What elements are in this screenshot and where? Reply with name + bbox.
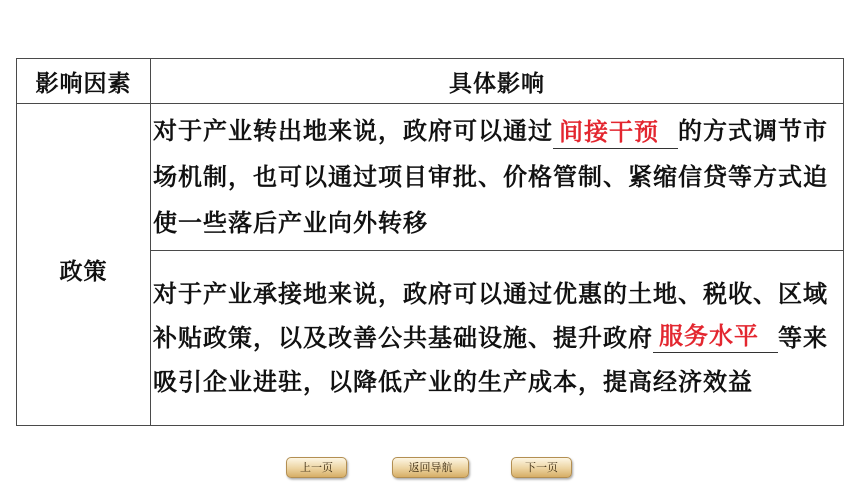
fill-in-blank	[653, 316, 778, 353]
impact-cell-outflow-region	[151, 104, 844, 251]
line-text: 等来	[778, 324, 828, 352]
blank-answer: 服务水平	[659, 322, 759, 350]
text-line: 对于产业承接地来说，政府可以通过优惠的土地、税收、区域	[153, 280, 828, 308]
header-factor: 影响因素	[17, 59, 151, 104]
line-text: 补贴政策，以及改善公共基础设施、提升政府	[153, 324, 653, 352]
back-to-navigation-button[interactable]: 返回导航	[392, 457, 469, 478]
blank-answer: 间接干预	[559, 118, 659, 146]
text-line: 场机制，也可以通过项目审批、价格管制、紧缩信贷等方式迫	[153, 163, 828, 191]
policy-impact-table	[16, 58, 844, 426]
text-line	[153, 108, 843, 154]
line-text: 对于产业转出地来说，政府可以通过	[153, 117, 553, 145]
line-text: 的方式调节市	[678, 117, 828, 145]
impact-cell-receiving-region	[151, 251, 844, 426]
text-line: 吸引企业进驻，以降低产业的生产成本，提高经济效益	[153, 368, 753, 396]
text-line	[153, 316, 843, 360]
factor-cell-policy: 政策	[17, 104, 151, 426]
prev-page-button[interactable]: 上一页	[286, 457, 347, 478]
fill-in-blank	[553, 108, 678, 149]
header-impact: 具体影响	[151, 59, 844, 104]
text-line: 使一些落后产业向外转移	[153, 209, 428, 237]
next-page-button[interactable]: 下一页	[511, 457, 572, 478]
